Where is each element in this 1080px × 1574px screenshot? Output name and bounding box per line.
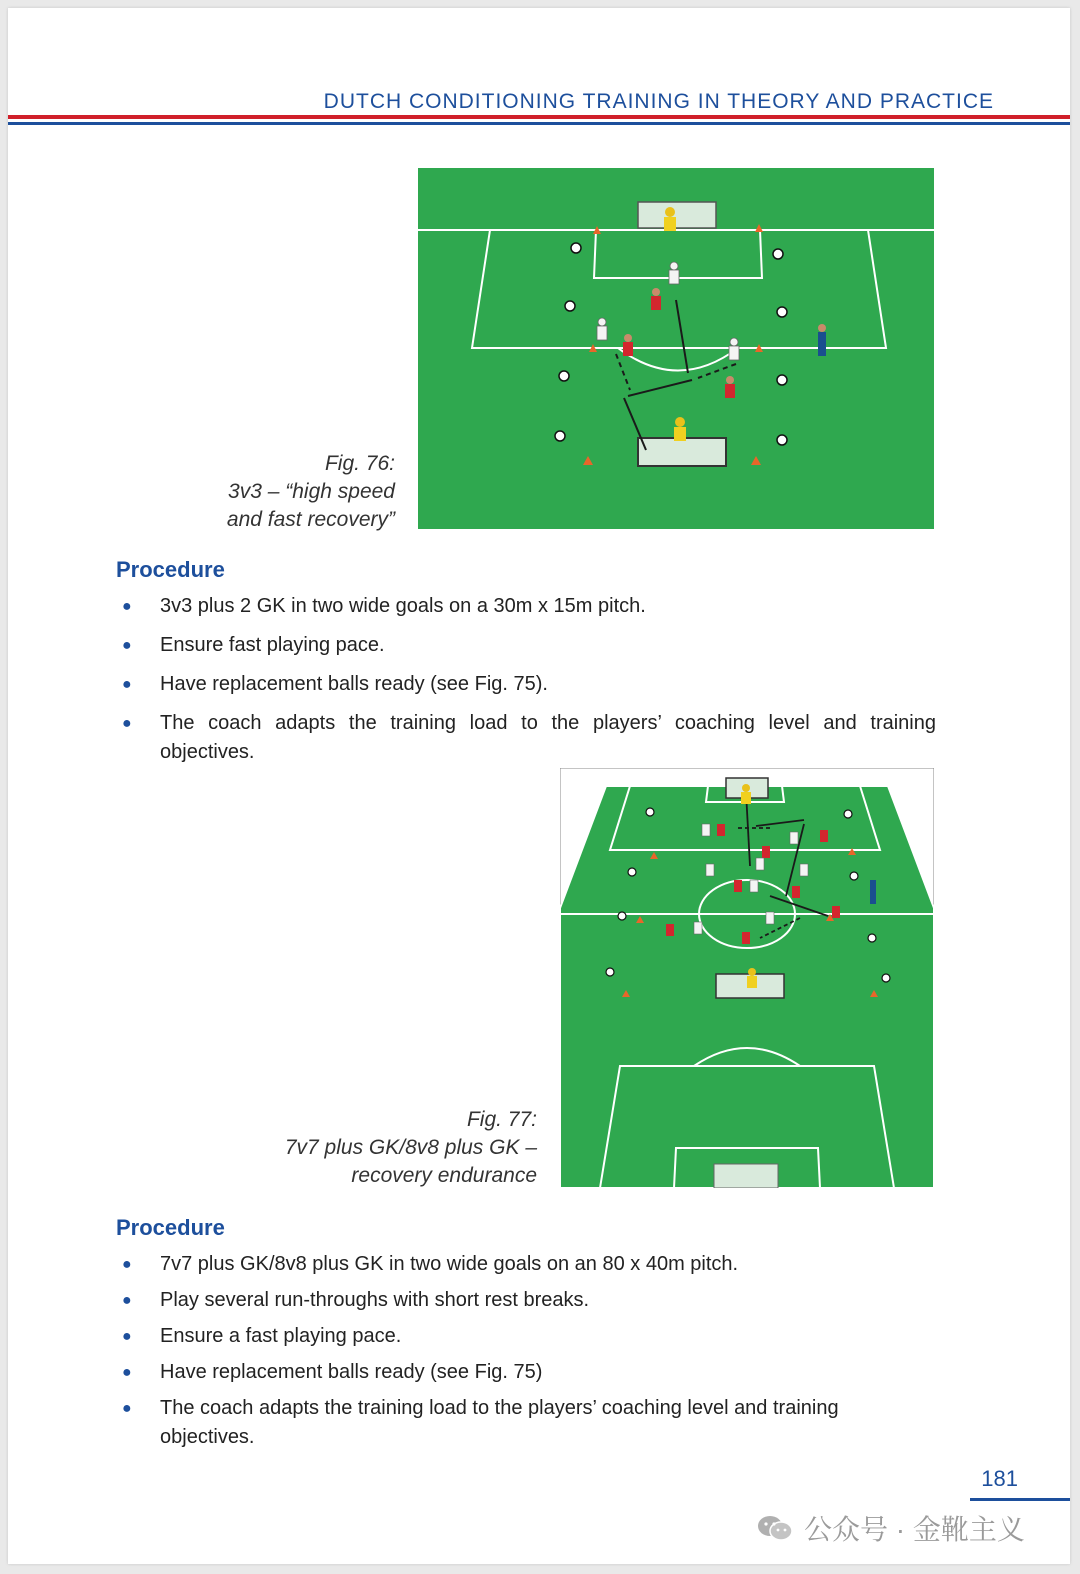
figure-76-diagram [418,168,934,529]
header-rule-red [8,115,1070,119]
figure-76-caption-line3: and fast recovery” [226,508,395,531]
bullet-icon: ● [122,598,132,615]
running-header: DUTCH CONDITIONING TRAINING IN THEORY AND PRACTICE [323,90,994,113]
bullet-icon: ● [122,1400,132,1417]
figure-76-caption [227,450,395,534]
figure-77-caption-line2: 7v7 plus GK/8v8 plus GK – [284,1136,537,1159]
figure-77-diagram [560,768,934,1188]
bullet-icon: ● [122,715,132,732]
page-number-rule [970,1498,1070,1501]
list-item: ● The coach adapts the training load to the players’ coaching level and training objectives. [116,1394,936,1452]
bullet-icon: ● [122,1364,132,1381]
watermark [756,1508,1025,1548]
figure-77-caption-line1: Fig. 77: [466,1108,537,1131]
wechat-icon [756,1514,794,1542]
list-item: ● Have replacement balls ready (see Fig. 75) [116,1358,936,1387]
document-page [8,8,1070,1564]
procedure-list-1 [116,592,936,767]
figure-77-caption [285,1106,537,1190]
list-item: ● Ensure fast playing pace. [116,631,936,660]
list-item: ● The coach adapts the training load to the players’ coaching level and training objectives. [116,709,936,767]
page-number: 181 [981,1466,1018,1491]
procedure-heading-2: Procedure [116,1215,225,1240]
list-item: ● 3v3 plus 2 GK in two wide goals on a 30m x 15m pitch. [116,592,936,621]
watermark-text: 公众号 · 金靴主义 [804,1514,1025,1545]
procedure-heading-1: Procedure [116,557,225,582]
list-item: ● Have replacement balls ready (see Fig. 75). [116,670,936,699]
bullet-icon: ● [122,1292,132,1309]
bullet-icon: ● [122,676,132,693]
bullet-icon: ● [122,1256,132,1273]
figure-77-caption-line3: recovery endurance [351,1164,537,1187]
bullet-icon: ● [122,1328,132,1345]
bullet-icon: ● [122,637,132,654]
procedure-list-2 [116,1250,936,1452]
list-item: ● Ensure a fast playing pace. [116,1322,936,1351]
header-rule-blue [8,122,1070,125]
figure-76-caption-line2: 3v3 – “high speed [228,480,395,503]
figure-76-caption-line1: Fig. 76: [324,452,395,475]
list-item: ● 7v7 plus GK/8v8 plus GK in two wide goals on an 80 x 40m pitch. [116,1250,936,1279]
list-item: ● Play several run-throughs with short rest breaks. [116,1286,936,1315]
